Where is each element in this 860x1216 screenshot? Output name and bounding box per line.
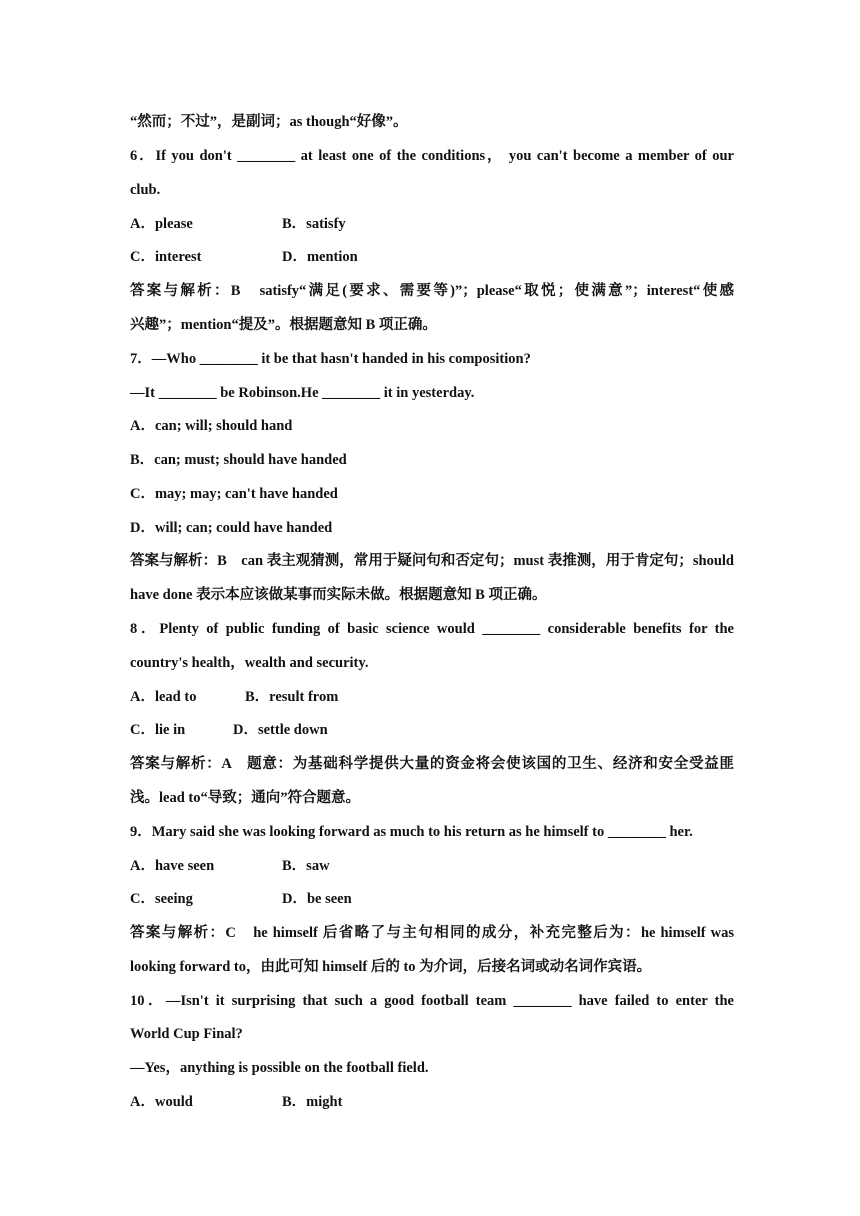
question-9-answer-cont: looking forward to，由此可知 himself 后的 to 为介词，后接名词或动名词作宾语。: [130, 959, 652, 975]
question-6-stem: 6．If you don't ________ at least one of the conditions， you can't become a member of our: [130, 148, 734, 164]
question-7-answer-cont: have done 表示本应该做某事而实际未做。根据题意知 B 项正确。: [130, 587, 547, 603]
question-9-answer: 答案与解析：C he himself 后省略了与主句相同的成分，补充完整后为：he himself was: [130, 925, 734, 941]
question-6-answer-cont: 兴趣”；mention“提及”。根据题意知 B 项正确。: [130, 317, 437, 333]
question-8-answer-cont: 浅。lead to“导致；通向”符合题意。: [130, 790, 360, 806]
option-c: C．seeing: [130, 891, 193, 907]
question-10-reply: —Yes，anything is possible on the football field.: [130, 1060, 429, 1076]
question-7-option-a: A．can; will; should hand: [130, 418, 293, 434]
option-a: A．have seen: [130, 858, 215, 874]
question-6-answer: 答案与解析：B satisfy“满足(要求、需要等)”；please“取悦；使满意”；interest“使感: [130, 283, 734, 299]
option-d: D．settle down: [233, 722, 328, 738]
question-7-option-c: C．may; may; can't have handed: [130, 486, 338, 502]
option-b: B．saw: [282, 858, 330, 874]
option-a: A．lead to: [130, 689, 197, 705]
question-7-option-b: B．can; must; should have handed: [130, 452, 347, 468]
question-10-stem: 10．—Isn't it surprising that such a good football team ________ have failed to enter the: [130, 993, 734, 1009]
option-a: A．please: [130, 216, 193, 232]
option-d: D．be seen: [282, 891, 352, 907]
question-7-option-d: D．will; can; could have handed: [130, 520, 333, 536]
option-d: D．mention: [282, 249, 358, 265]
option-b: B．might: [282, 1094, 343, 1110]
question-8-answer: 答案与解析：A 题意：为基础科学提供大量的资金将会使该国的卫生、经济和安全受益匪: [130, 756, 734, 772]
question-8-stem-cont: country's health，wealth and security.: [130, 655, 369, 671]
question-7-answer: 答案与解析：B can 表主观猜测，常用于疑问句和否定句；must 表推测，用于肯定句；should: [130, 553, 734, 569]
question-10-stem-cont: World Cup Final?: [130, 1026, 243, 1042]
option-b: B．satisfy: [282, 216, 346, 232]
option-c: C．interest: [130, 249, 202, 265]
question-7-stem-cont: —It ________ be Robinson.He ________ it in yesterday.: [130, 385, 475, 401]
question-8-stem: 8．Plenty of public funding of basic science would ________ considerable benefits for the: [130, 621, 734, 637]
option-c: C．lie in: [130, 722, 186, 738]
option-a: A．would: [130, 1094, 193, 1110]
answer-text-line: “然而；不过”，是副词；as though“好像”。: [130, 114, 408, 130]
option-b: B．result from: [245, 689, 339, 705]
question-7-stem: 7．—Who ________ it be that hasn't handed in his composition?: [130, 351, 531, 367]
question-6-stem-cont: club.: [130, 182, 161, 198]
question-9-stem: 9．Mary said she was looking forward as much to his return as he himself to ________ her.: [130, 824, 693, 840]
